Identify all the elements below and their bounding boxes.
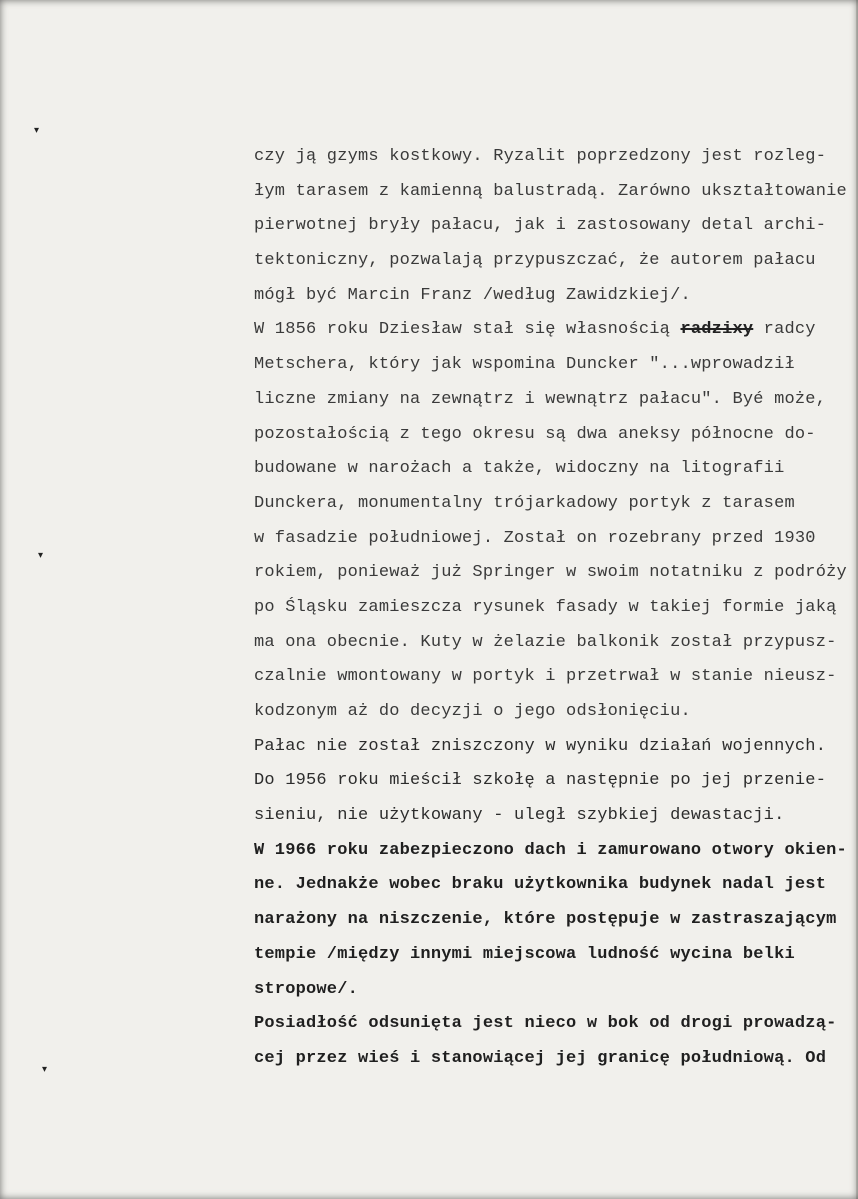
text-line xyxy=(254,834,854,869)
text-line xyxy=(254,556,854,591)
line-text: tempie /między innymi miejscowa ludność wycina belki xyxy=(254,944,795,964)
struck-word: radzixy xyxy=(680,320,754,340)
text-line xyxy=(254,591,854,626)
text-line xyxy=(254,244,854,279)
text-line xyxy=(254,279,854,314)
line-text: W 1856 roku Dziesław stał się własnością xyxy=(254,320,681,340)
text-line xyxy=(254,452,854,487)
line-text: w fasadzie południowej. Został on rozebrany przed 1930 xyxy=(254,528,816,548)
margin-mark: ▾ xyxy=(38,550,44,561)
text-line xyxy=(254,1042,854,1077)
text-line xyxy=(254,868,854,903)
line-text: Pałac nie został zniszczony w wyniku działań wojennych. xyxy=(254,736,827,756)
line-text: czalnie wmontowany w portyk i przetrwał w stanie nieusz- xyxy=(254,667,837,687)
text-line xyxy=(254,938,854,973)
line-text: ne. Jednakże wobec braku użytkownika budynek nadal jest xyxy=(254,875,827,895)
text-line xyxy=(254,973,854,1008)
text-line xyxy=(254,695,854,730)
line-text: Posiadłość odsunięta jest nieco w bok od drogi prowadzą- xyxy=(254,1014,837,1034)
text-line xyxy=(254,799,854,834)
text-line xyxy=(254,1007,854,1042)
line-text: pozostałością z tego okresu są dwa aneksy północne do- xyxy=(254,424,816,444)
text-line xyxy=(254,903,854,938)
text-line xyxy=(254,487,854,522)
text-line xyxy=(254,140,854,175)
typewritten-text xyxy=(254,140,854,1077)
line-text: łym tarasem z kamienną balustradą. Zarówno ukształtowanie xyxy=(254,181,847,201)
line-text: po Śląsku zamieszcza rysunek fasady w takiej formie jaką xyxy=(254,597,837,617)
line-text: narażony na niszczenie, które postępuje w zastraszającym xyxy=(254,910,837,930)
text-line xyxy=(254,383,854,418)
text-line xyxy=(254,626,854,661)
text-line xyxy=(254,209,854,244)
text-line xyxy=(254,522,854,557)
line-text: W 1966 roku zabezpieczono dach i zamurowano otwory okien- xyxy=(254,840,847,860)
line-text: sieniu, nie użytkowany - uległ szybkiej dewastacji. xyxy=(254,806,785,826)
margin-mark: ▾ xyxy=(34,125,40,136)
text-line xyxy=(254,730,854,765)
text-line xyxy=(254,660,854,695)
line-text: radcy xyxy=(753,320,816,340)
text-line xyxy=(254,313,854,348)
line-text: rokiem, ponieważ już Springer w swoim notatniku z podróży xyxy=(254,563,847,583)
line-text: mógł być Marcin Franz /według Zawidzkiej/. xyxy=(254,285,691,305)
line-text: stropowe/. xyxy=(254,979,359,999)
text-line xyxy=(254,348,854,383)
line-text: liczne zmiany na zewnątrz i wewnątrz pałacu". Byé może, xyxy=(254,389,827,409)
line-text: ma ona obecnie. Kuty w żelazie balkonik został przypusz- xyxy=(254,632,837,652)
line-text: Metschera, który jak wspomina Duncker "...wprowadził xyxy=(254,355,795,375)
line-text: czy ją gzyms kostkowy. Ryzalit poprzedzony jest rozleg- xyxy=(254,147,827,166)
line-text: kodzonym aż do decyzji o jego odsłonięciu. xyxy=(254,702,691,721)
text-line xyxy=(254,175,854,210)
margin-mark: ▾ xyxy=(42,1064,48,1075)
line-text: budowane w narożach a także, widoczny na litografii xyxy=(254,459,785,479)
line-text: Dunckera, monumentalny trójarkadowy portyk z tarasem xyxy=(254,493,795,513)
line-text: cej przez wieś i stanowiącej jej granicę południową. Od xyxy=(254,1048,827,1068)
text-line xyxy=(254,764,854,799)
line-text: tektoniczny, pozwalają przypuszczać, że autorem pałacu xyxy=(254,251,816,271)
line-text: Do 1956 roku mieścił szkołę a następnie po jej przenie- xyxy=(254,771,827,791)
text-line xyxy=(254,418,854,453)
line-text: pierwotnej bryły pałacu, jak i zastosowany detal archi- xyxy=(254,216,827,236)
